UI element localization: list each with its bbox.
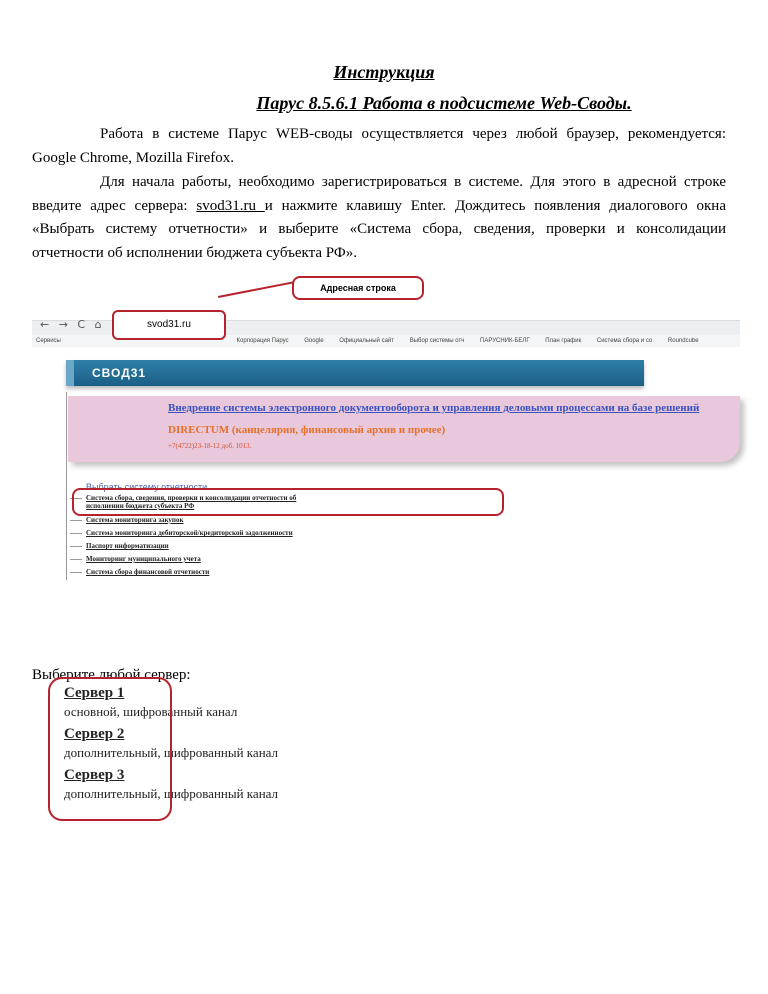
address-bar-highlight: svod31.ru <box>112 310 226 340</box>
bookmark-item: Корпорация Парус <box>236 338 289 344</box>
choose-system-heading: Выбрать систему отчетности <box>86 482 208 492</box>
bookmark-item: Roundcube <box>667 338 699 344</box>
system-item: Мониторинг муниципального учета <box>70 553 296 566</box>
bookmark-item: Google <box>304 338 324 344</box>
system-item: Система мониторинга дебиторской/кредиторской задолженности <box>70 527 296 540</box>
bookmark-item: План график <box>545 338 582 344</box>
tree-line <box>66 392 67 580</box>
server-2-link: Сервер 2 <box>64 726 125 742</box>
document-subtitle: Парус 8.5.6.1 Работа в подсистеме Web-Своды. <box>256 93 632 113</box>
banner-link: Внедрение системы электронного документооборота и управления деловыми процессами на базе решений <box>168 402 700 414</box>
intro-paragraph <box>32 123 726 170</box>
server-highlight <box>48 677 172 821</box>
server-address-link: svod31.ru <box>196 197 265 214</box>
directum-banner <box>68 396 740 462</box>
instructions-text-before: Для начала работы, необходимо зарегистрироваться в системе. Для этого в адресной строке введите адрес сервера: <box>32 174 726 214</box>
bookmark-item: Система сбора и со <box>596 338 653 344</box>
intro-text: Работа в системе Парус WEB-своды осуществляется через любой браузер, рекомендуется: Google Chrome, Mozilla Firefox. <box>32 126 726 166</box>
system-highlight <box>72 488 504 516</box>
document-title: Инструкция <box>333 62 435 82</box>
choose-server-text: Выберите любой сервер: <box>32 667 191 683</box>
system-item: Система мониторинга закупок <box>70 514 296 527</box>
instructions-paragraph <box>32 171 726 265</box>
navigation-icons: ← → C ⌂ <box>40 318 105 331</box>
bookmark-item: ПАРУСНИК-БЕЛГ <box>480 338 530 344</box>
instructions-text-after: и нажмите клавишу Enter. Дождитесь появления диалогового окна «Выбрать систему отчетности» и выберите «Система сбора, сведения, проверки и консолидации отчетности об исполнении бюджета субъекта РФ». <box>32 197 726 261</box>
server-3-link: Сервер 3 <box>64 767 125 783</box>
bookmark-item: Выбор системы отч <box>409 338 465 344</box>
server-1-desc: основной, шифрованный канал <box>64 704 238 719</box>
system-item: Паспорт информатизации <box>70 540 296 553</box>
system-item: Система сбора, сведения, проверки и консолидации отчетности об исполнении бюджета субъекта РФ <box>70 492 296 514</box>
server-3-desc: дополнительный, шифрованный канал <box>64 786 279 801</box>
bookmark-item: Сервисы <box>36 338 61 344</box>
address-bar-callout: Адресная строка <box>292 276 424 300</box>
system-item: Система сбора финансовой отчетности <box>70 566 296 579</box>
server-2-desc: дополнительный, шифрованный канал <box>64 745 279 760</box>
banner-phone: +7(4722)23-18-12 доб. 1013. <box>168 442 252 450</box>
site-logo-header: СВОД31 <box>66 360 644 386</box>
browser-screenshot <box>32 272 740 602</box>
banner-directum: DIRECTUM (канцелярия, финансовый архив и прочее) <box>168 424 446 436</box>
server-1-link: Сервер 1 <box>64 685 125 701</box>
bookmark-item: Официальный сайт <box>339 338 395 344</box>
